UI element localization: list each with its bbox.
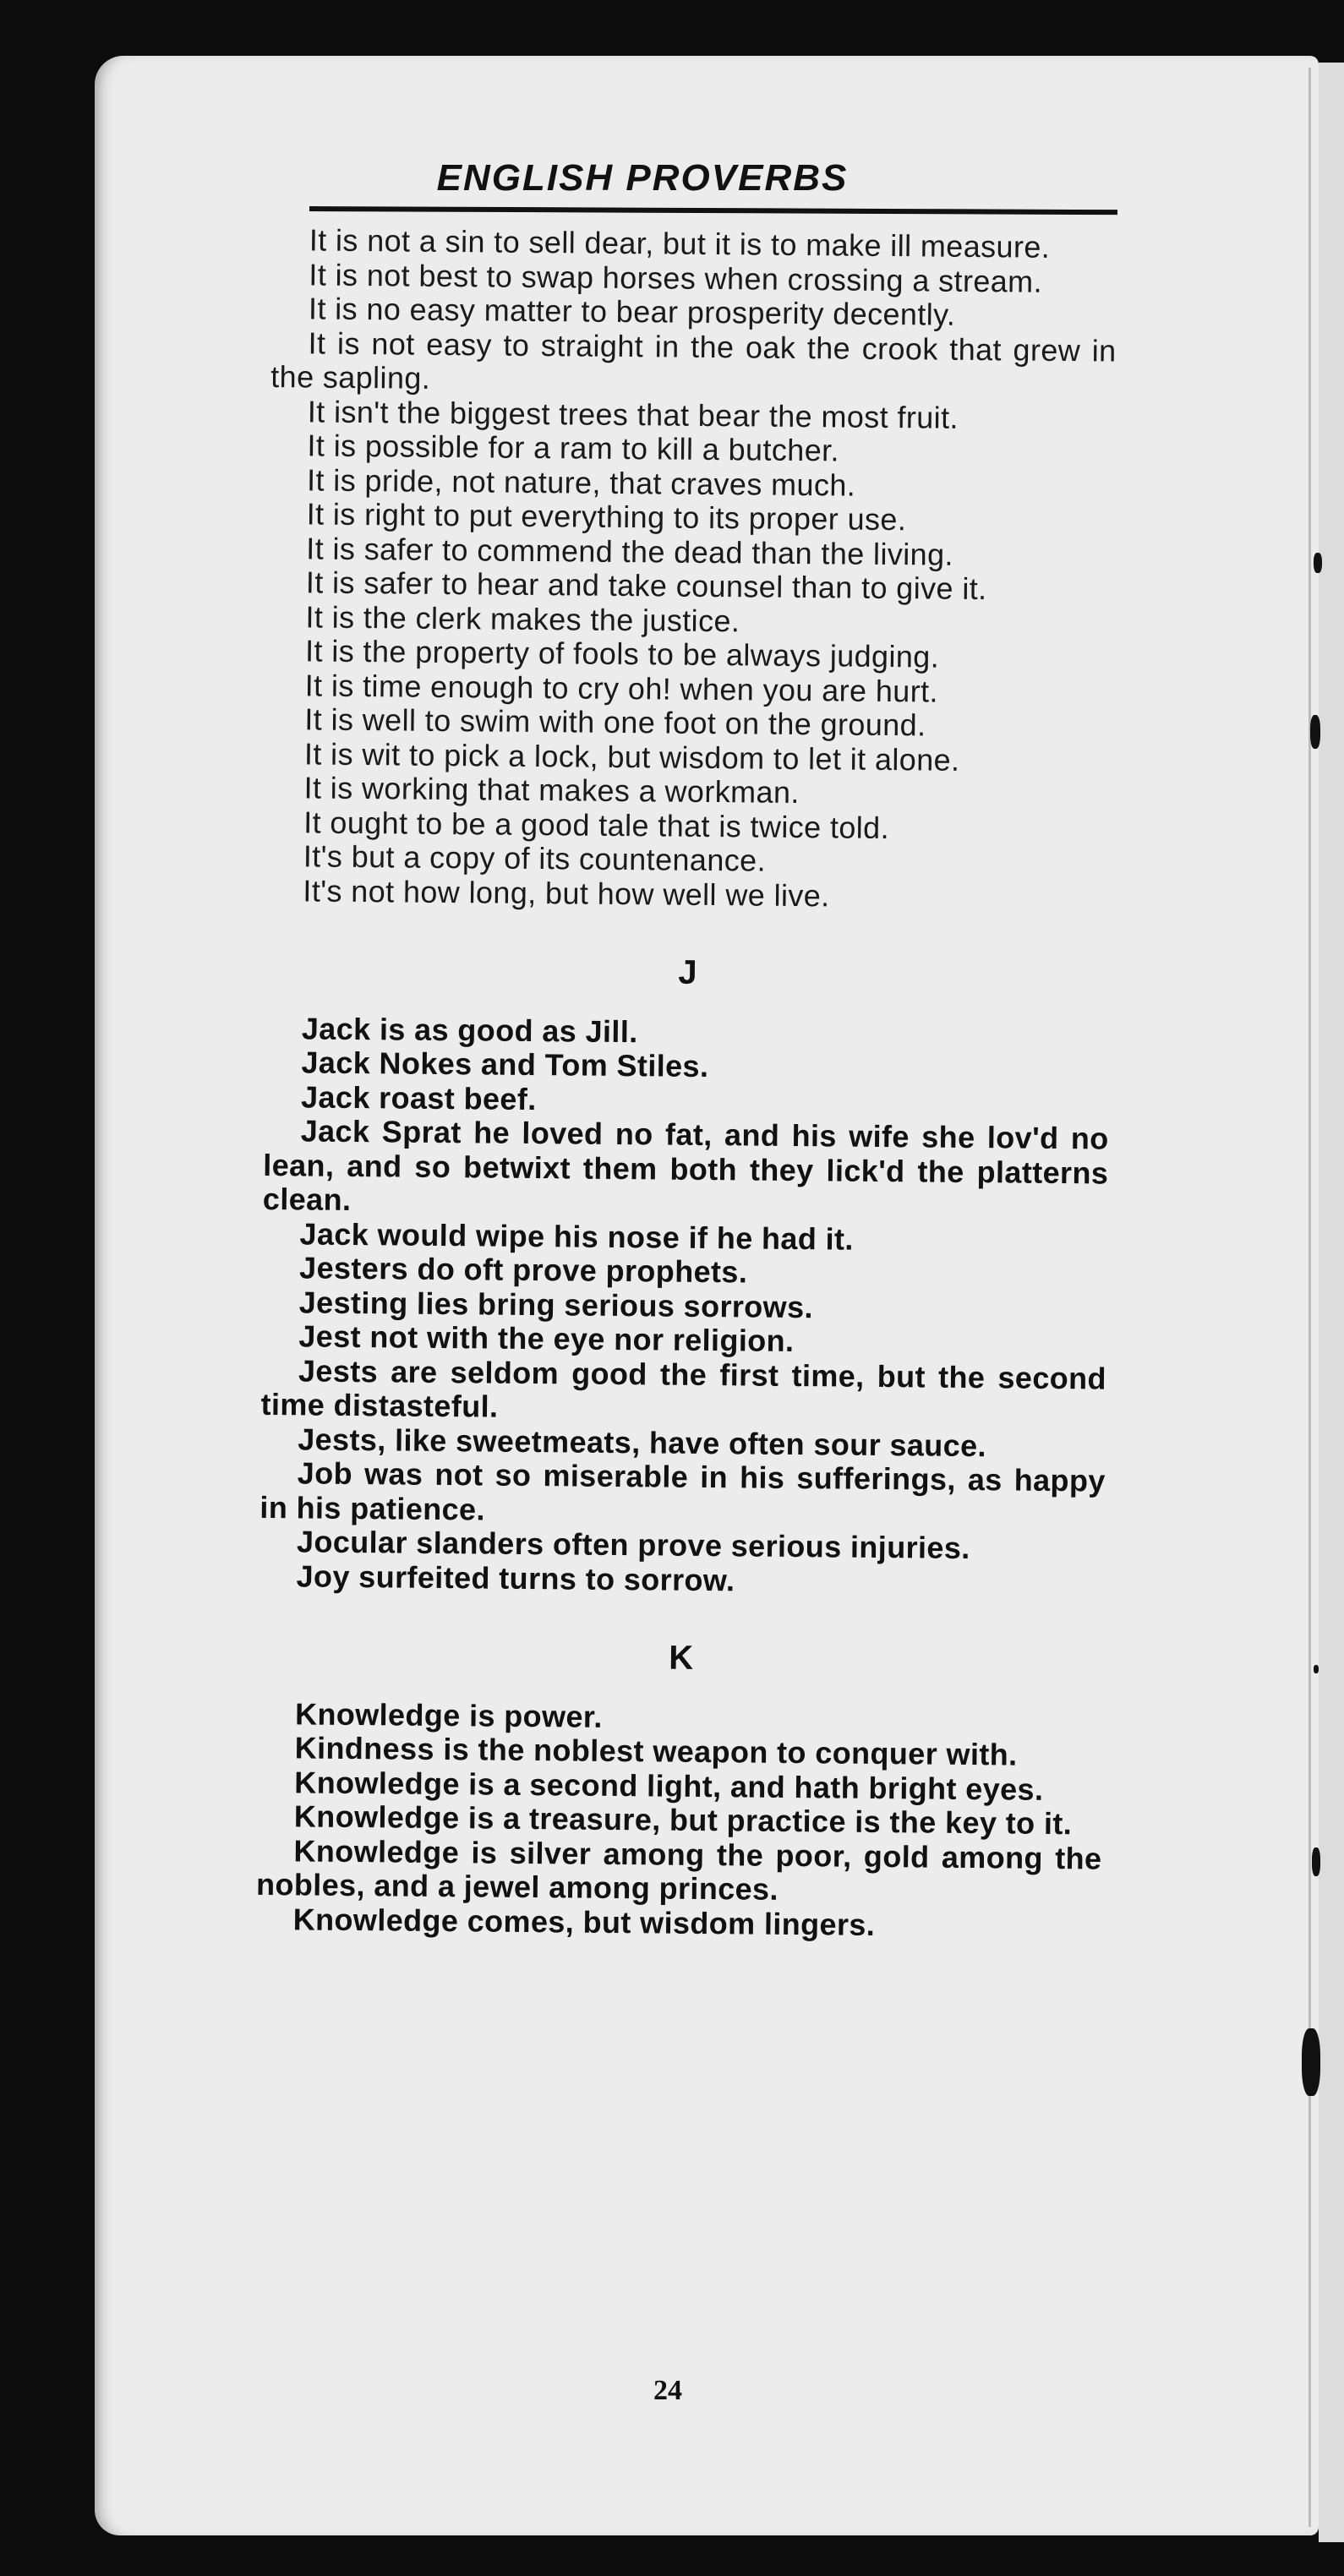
proverb: It's not how long, but how well we live. bbox=[303, 872, 830, 913]
proverb: Jocular slanders often prove serious injuries. bbox=[296, 1524, 970, 1565]
proverbs-text bbox=[256, 223, 1117, 1945]
page-number: 24 bbox=[653, 2375, 682, 2406]
edge-speck bbox=[1314, 1665, 1319, 1673]
edge-speck bbox=[1312, 1847, 1320, 1876]
proverb: It is right to put everything to its proper use. bbox=[306, 496, 907, 538]
proverb: Jest not with the eye nor religion. bbox=[298, 1318, 795, 1358]
proverb: It is well to swim with one foot on the ground. bbox=[304, 701, 926, 743]
proverb: It is pride, not nature, that craves much. bbox=[306, 461, 856, 503]
proverb: It is the property of fools to be always judging. bbox=[304, 633, 940, 674]
section-i bbox=[265, 223, 1117, 916]
proverb: Knowledge is a treasure, but practice is the key to it. bbox=[293, 1798, 1073, 1842]
proverb: It is safer to commend the dead than the living. bbox=[306, 530, 954, 572]
proverb: Knowledge is silver among the poor, gold among the nobles, and a jewel among princes. bbox=[255, 1832, 1102, 1907]
edge-speck bbox=[1302, 2028, 1320, 2096]
proverb: Jack roast beef. bbox=[300, 1078, 537, 1116]
proverb: It's but a copy of its countenance. bbox=[303, 838, 767, 878]
edge-speck bbox=[1310, 715, 1320, 749]
proverb: It ought to be a good tale that is twice told. bbox=[303, 804, 890, 845]
proverb: Joy surfeited turns to sorrow. bbox=[296, 1558, 735, 1597]
section-letter-j: J bbox=[678, 953, 697, 991]
proverb: It isn't the biggest trees that bear the most fruit. bbox=[307, 393, 959, 435]
proverb: It is not easy to straight in the oak the crook that grew in the sapling. bbox=[270, 325, 1117, 396]
proverb: Jack is as good as Jill. bbox=[301, 1010, 638, 1049]
proverb: Jests are seldom good the first time, but the second time distasteful. bbox=[260, 1352, 1107, 1424]
section-j bbox=[259, 1011, 1110, 1601]
proverb: It is possible for a ram to kill a butcher. bbox=[307, 428, 840, 468]
proverb: Jests, like sweetmeats, have often sour sauce. bbox=[297, 1421, 987, 1463]
proverb: It is wit to pick a lock, but wisdom to let it alone. bbox=[303, 735, 960, 778]
proverb: Jesters do oft prove prophets. bbox=[298, 1250, 748, 1290]
proverb: It is no easy matter to bear prosperity decently. bbox=[308, 291, 956, 332]
proverb: It is safer to hear and take counsel than to give it. bbox=[305, 565, 987, 607]
page-edge-line bbox=[1308, 68, 1311, 2527]
proverb: Knowledge comes, but wisdom lingers. bbox=[292, 1901, 876, 1942]
section-letter-k: K bbox=[669, 1639, 694, 1677]
section-k bbox=[256, 1696, 1104, 1944]
proverb: It is the clerk makes the justice. bbox=[305, 598, 740, 638]
proverb: It is time enough to cry oh! when you are hurt. bbox=[304, 667, 939, 709]
proverb: Knowledge is a second light, and hath bright eyes. bbox=[294, 1764, 1044, 1807]
proverb: Job was not so miserable in his sufferings, as happy in his patience. bbox=[260, 1455, 1106, 1526]
proverb: It is not best to swap horses when crossing a stream. bbox=[309, 256, 1043, 299]
proverb: It is not a sin to sell dear, but it is to make ill measure. bbox=[309, 222, 1051, 265]
proverb: Knowledge is power. bbox=[294, 1695, 603, 1734]
edge-speck bbox=[1314, 553, 1322, 573]
running-head: ENGLISH PROVERBS bbox=[436, 157, 849, 199]
proverb: Jesting lies bring serious sorrows. bbox=[298, 1284, 814, 1324]
next-page-edge bbox=[1319, 63, 1344, 2542]
proverb: Jack would wipe his nose if he had it. bbox=[299, 1215, 855, 1257]
proverb: Jack Sprat he loved no fat, and his wife she lov'd no lean, and so betwixt them both they lick'd the platterns clean. bbox=[262, 1113, 1109, 1217]
proverb: Kindness is the noblest weapon to conquer with. bbox=[294, 1730, 1018, 1772]
proverb: It is working that makes a workman. bbox=[303, 770, 800, 810]
proverb: Jack Nokes and Tom Stiles. bbox=[301, 1045, 709, 1084]
